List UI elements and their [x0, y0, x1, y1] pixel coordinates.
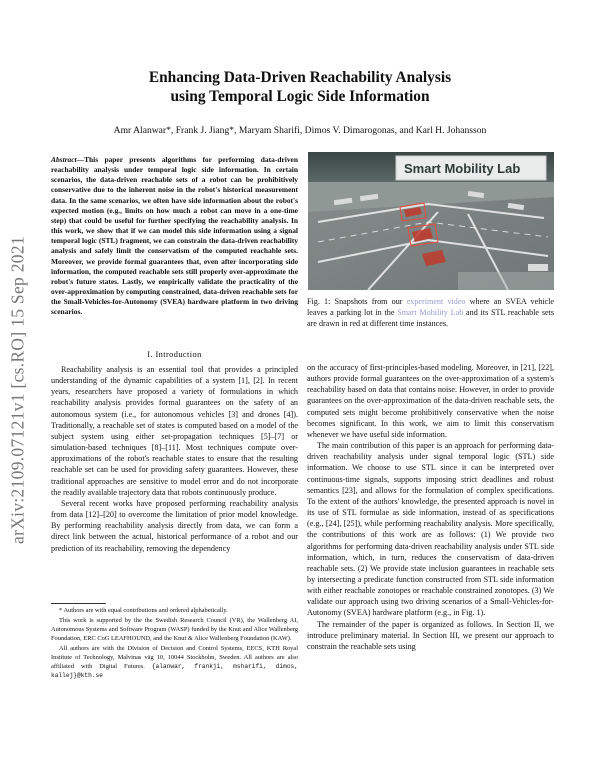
right-paragraph-1: on the accuracy of first-principles-based modeling. Moreover, in [21], [22], authors provide formal guarantees on the over-approximation of a system's reachability based on data that contains noise. However, in order to provide guarantees on the over-approximation of the data-driven reachable sets, the computed sets might become prohibitively conservative when the noise becomes significant. In this work, we aim to limit this conservatism whenever we have useful side information.	[307, 363, 554, 439]
footnote-equal-contribution: * Authors are with equal contributions and ordered alphabetically.	[59, 607, 228, 614]
author-list: Amr Alanwar*, Frank J. Jiang*, Maryam Sharifi, Dimos V. Dimarogonas, and Karl H. Johansson	[113, 125, 487, 136]
introduction-right-column	[307, 362, 554, 652]
introduction-left-column	[51, 364, 298, 554]
footnote-affiliation-text: All authors are with the Division of Decision and Control Systems, EECS, KTH Royal Institute of Technology, Malvinas väg 10, 10044 Stockholm, Sweden. All authors are also affiliated with Digital Futures.	[51, 645, 298, 671]
caption-suffix: and its STL reachable sets are drawn in red at different time instances.	[307, 308, 555, 329]
arxiv-identifier	[6, 205, 30, 575]
section-heading-introduction: I. Introduction	[147, 350, 202, 359]
footnote-funding: This work is supported by the the Swedish Research Council (VR), the Wallenberg AI, Autonomous Systems and Software Program (WASP) funded by the Knut and Alice Wallenberg Foundation, ERC CoG LEAFHOUND, and the Knut & Alice Wallenberg Foundation (KAW).	[51, 617, 298, 643]
footnote-affiliation	[51, 645, 298, 681]
figure-1-caption	[307, 296, 554, 329]
title-line-2: using Temporal Logic Side Information	[170, 88, 430, 105]
figure-1-photo	[308, 152, 554, 290]
figure-sign-text: Smart Mobility Lab	[404, 161, 521, 176]
intro-paragraph-1: Reachability analysis is an essential tool that provides a principled understanding of the dynamic capabilities of a system [1], [2]. In recent years, researchers have proposed a variety of formulations in which reachability analysis provides formal guarantees on the safety of an autonomous system (i.e., for autonomous vehicles [3] and drones [4]). Traditionally, a reachable set of states is computed based on a model of the subject system using either set-propagation techniques [5]–[7] or simulation-based techniques [8]–[11]. Most techniques compute over-approximations of the robot's reachable states to ensure that the resulting reachable set can be used for providing safety guarantees. However, these traditional approaches are sensitive to model error and do not incorporate the readily available trajectory data that robots continuously produce.	[51, 365, 298, 497]
intro-paragraph-2: Several recent works have proposed performing reachability analysis from data [12]–[20] to overcome the limitation of prior model knowledge. By performing reachability analysis directly from data, we can form a direct link between the actual, historical performance of a robot and our prediction of its reachability, removing the dependency	[51, 498, 298, 553]
footnote-rule	[51, 603, 106, 604]
paper-title	[100, 68, 500, 106]
caption-middle: where an SVEA vehicle leaves a parking lot in the	[307, 297, 554, 318]
arxiv-identifier-text: arXiv:2109.07121v1 [cs.RO] 15 Sep 2021	[7, 236, 28, 544]
right-paragraph-2: The main contribution of this paper is an approach for performing data-driven reachability analysis under signal temporal logic (STL) side information. We choose to use STL since it can be interpreted over continuous-time signals, supports imposing strict deadlines and robust semantics [23], and allows for the formulation of complex specifications. To the extent of the authors' knowledge, the presented approach is novel in its use of STL formulae as side information, instead of as specifications (e.g., [24], [25]), while performing reachability analysis. More specifically, the contributions of this work are as follows: (1) We provide two algorithms for performing data-driven reachability analysis under STL side information, which, in turn, reduces the conservatism of data-driven reachable sets. (2) We provide state inclusion guarantees in reachable sets by intersecting a predicate function constructed from STL side information with either reachable zonotopes or reachable constrained zonotopes. (3) We validate our approach using two driving scenarios of a Small-Vehicles-for-Autonomy (SVEA) hardware platform (e.g., in Fig. 1).	[307, 441, 554, 618]
title-line-1: Enhancing Data-Driven Reachability Analysis	[148, 69, 452, 86]
abstract-text: —This paper presents algorithms for performing data-driven reachability analysis under temporal logic side information. In certain scenarios, the data-driven reachable sets of a robot can be prohibitively conservative due to the inherent noise in the robot's historical measurement data. In the same scenarios, we often have side information about the robot's expected motion (e.g., limits on how much a robot can move in a one-time step) that could be useful for further specifying the reachability analysis. In this work, we show that if we can model this side information using a signal temporal logic (STL) fragment, we can constrain the data-driven reachability analysis and safely limit the conservatism of the computed reachable sets. Moreover, we provide formal guarantees that, even after incorporating side information, the computed reachable sets still properly over-approximate the robot's future states. Lastly, we empirically validate the practicality of the over-approximation by computing constrained, data-driven reachable sets for the Small-Vehicles-for-Autonomy (SVEA) hardware platform in two driving scenarios.	[51, 155, 298, 317]
smart-mobility-lab-link[interactable]: Smart Mobility Lab	[397, 308, 464, 318]
experiment-video-link[interactable]: experiment video	[406, 297, 466, 306]
abstract-label: Abstract	[51, 155, 77, 164]
footnote-emails: {alanwar, frankji, msharifi, dimos, kallej}@kth.se	[51, 663, 298, 680]
abstract	[51, 155, 298, 318]
footnotes	[51, 607, 298, 682]
right-paragraph-3: The remainder of the paper is organized as follows. In Section II, we introduce preliminary material. In Section III, we present our approach to constrain the reachable sets using	[307, 619, 554, 651]
lab-photo-illustration	[308, 152, 554, 290]
caption-prefix: Fig. 1: Snapshots from our	[307, 297, 407, 306]
